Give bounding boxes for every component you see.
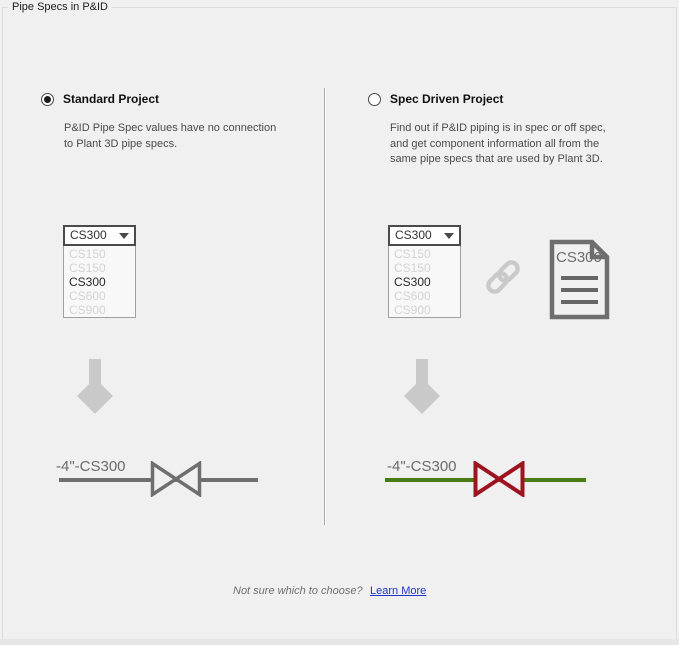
- spec-list-item: CS900: [69, 303, 106, 317]
- spec-document-label: CS300: [556, 249, 602, 266]
- spec-list-standard: [63, 246, 136, 318]
- spec-list-spec-driven: [388, 246, 461, 318]
- pipe-tag-standard: -4"-CS300: [56, 458, 126, 475]
- spec-driven-project-label[interactable]: Spec Driven Project: [390, 92, 504, 106]
- description-line: Find out if P&ID piping is in spec or off spec,: [390, 122, 606, 134]
- dropdown-arrow-icon: [444, 233, 454, 239]
- spec-list-item: CS600: [394, 289, 431, 303]
- dropdown-arrow-icon: [119, 233, 129, 239]
- radio-standard-project[interactable]: [41, 93, 54, 106]
- description-line: same pipe specs that are used by Plant 3D.: [390, 153, 603, 165]
- standard-project-description: [64, 121, 276, 152]
- description-line: to Plant 3D pipe specs.: [64, 137, 178, 150]
- down-arrow-icon: [75, 359, 115, 414]
- spec-list-item: CS600: [69, 289, 106, 303]
- groupbox-title: Pipe Specs in P&ID: [8, 1, 112, 13]
- chain-link-icon: [482, 256, 524, 298]
- document-text-line: [561, 300, 598, 304]
- column-divider: [324, 88, 325, 525]
- spec-combobox-standard: [63, 225, 136, 246]
- spec-list-item: CS150: [394, 261, 431, 275]
- spec-list-item: CS900: [394, 303, 431, 317]
- footer-question: Not sure which to choose?: [233, 585, 363, 597]
- description-line: and get component information all from the: [390, 137, 600, 150]
- combobox-value: CS300: [70, 228, 107, 242]
- spec-driven-project-description: [390, 121, 606, 168]
- standard-project-label[interactable]: Standard Project: [63, 92, 160, 106]
- document-text-line: [561, 288, 598, 292]
- spec-list-item-selected: CS300: [394, 275, 431, 289]
- description-line: P&ID Pipe Spec values have no connection: [64, 122, 277, 134]
- spec-list-item-selected: CS300: [69, 275, 106, 289]
- spec-list-item: CS150: [394, 247, 431, 261]
- valve-icon-spec-driven: [473, 461, 525, 497]
- spec-combobox-spec-driven: [388, 225, 461, 246]
- dialog-bottom-strip: [0, 639, 679, 645]
- document-text-line: [561, 276, 598, 280]
- radio-spec-driven-project[interactable]: [368, 93, 381, 106]
- learn-more-link[interactable]: Learn More: [370, 585, 427, 597]
- down-arrow-icon: [402, 359, 442, 414]
- pipe-tag-spec-driven: -4"-CS300: [387, 458, 457, 475]
- combobox-value: CS300: [395, 228, 432, 242]
- valve-icon-standard: [150, 461, 202, 497]
- spec-list-item: CS150: [69, 261, 106, 275]
- spec-list-item: CS150: [69, 247, 106, 261]
